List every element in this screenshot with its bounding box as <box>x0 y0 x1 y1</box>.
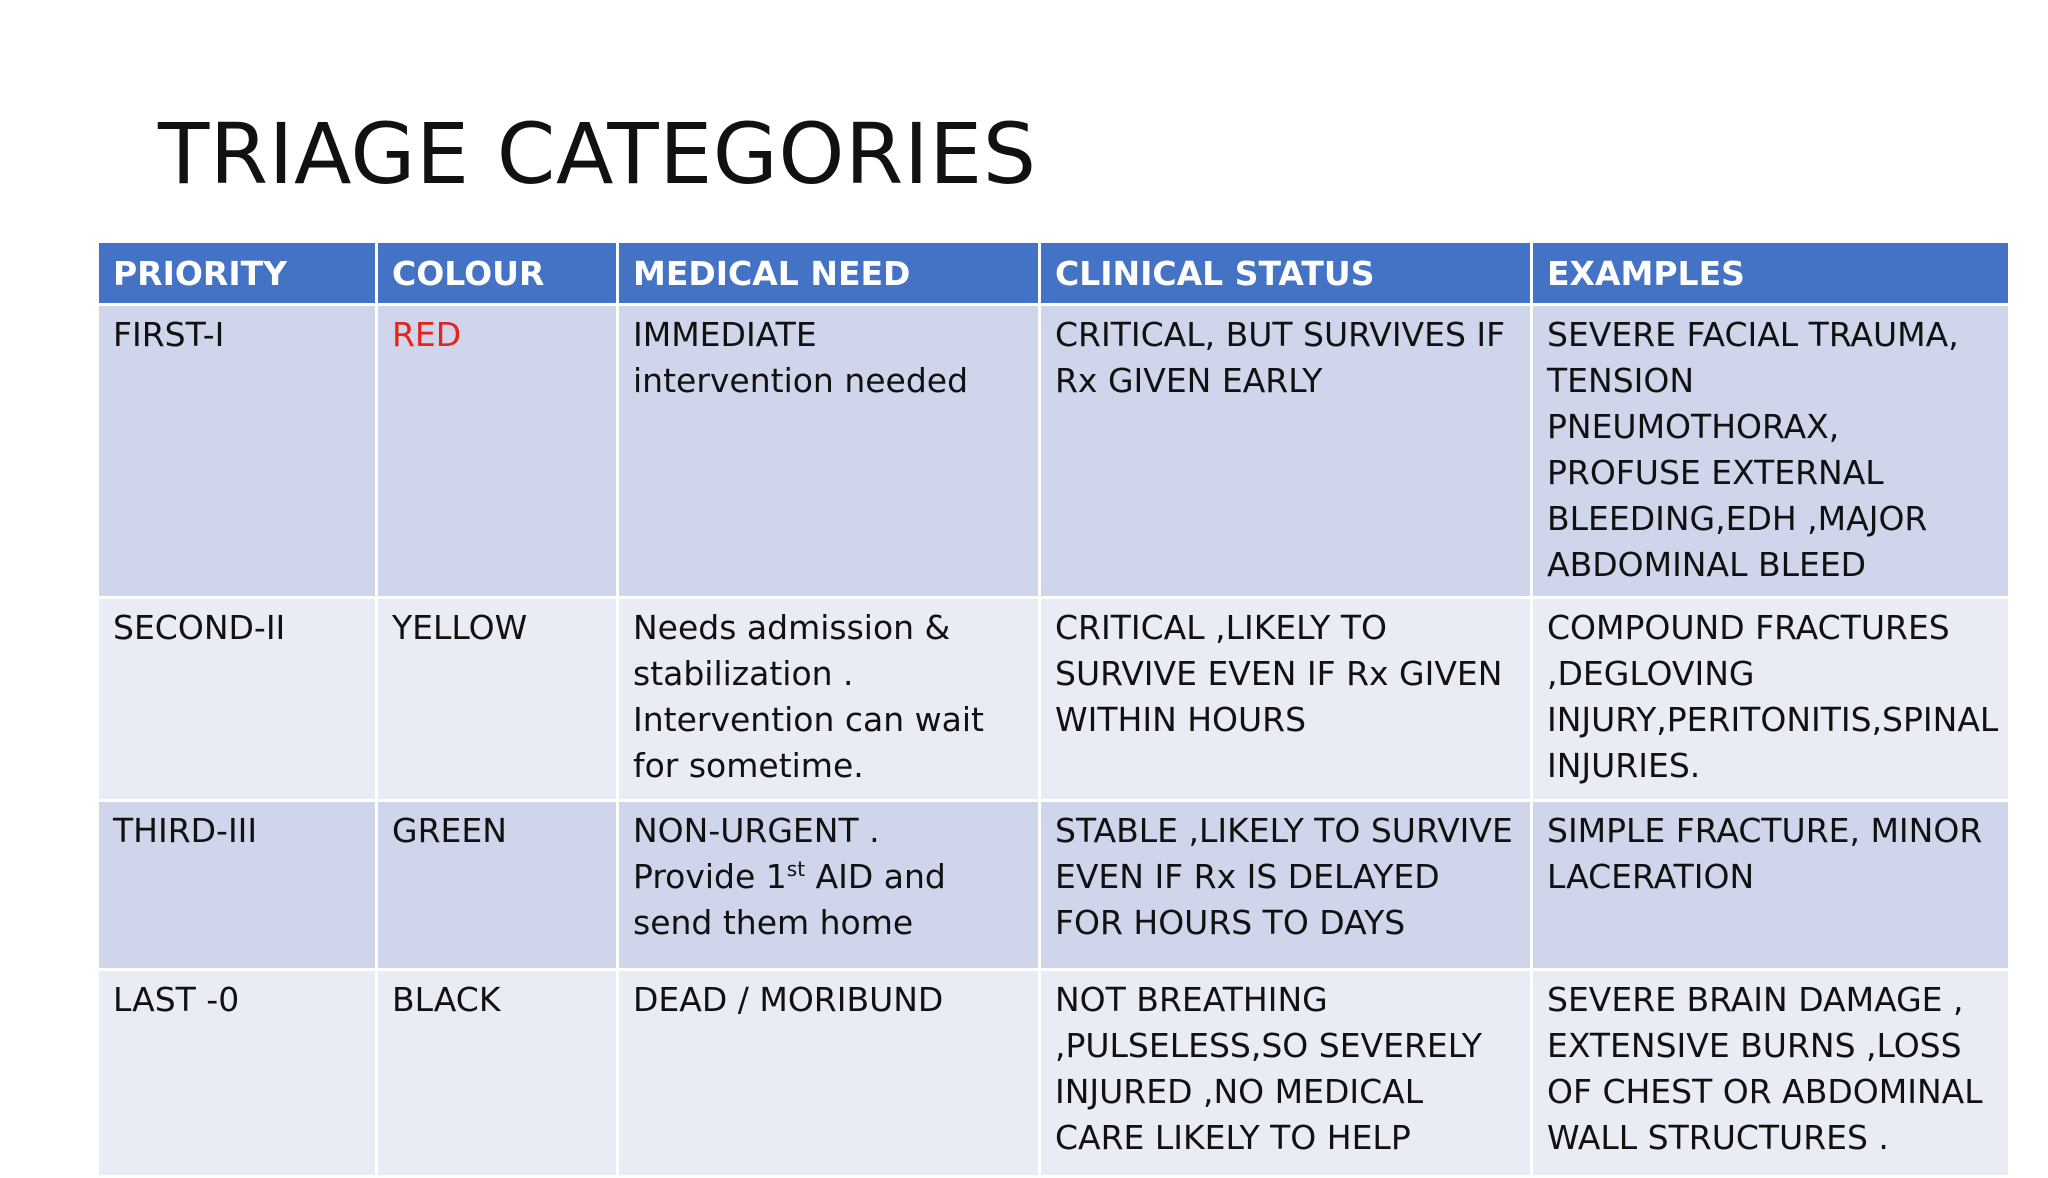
cell-colour: BLACK <box>377 970 618 1177</box>
table-row <box>98 305 2010 598</box>
cell-clinical-status: STABLE ,LIKELY TO SURVIVE EVEN IF Rx IS DELAYED FOR HOURS TO DAYS <box>1040 801 1532 970</box>
cell-clinical-status: CRITICAL ,LIKELY TO SURVIVE EVEN IF Rx GIVEN WITHIN HOURS <box>1040 598 1532 801</box>
header-medical-need: MEDICAL NEED <box>618 242 1040 305</box>
header-examples: EXAMPLES <box>1532 242 2010 305</box>
cell-examples: SEVERE BRAIN DAMAGE , EXTENSIVE BURNS ,LOSS OF CHEST OR ABDOMINAL WALL STRUCTURES . <box>1532 970 2010 1177</box>
cell-priority: THIRD-III <box>98 801 377 970</box>
cell-priority: FIRST-I <box>98 305 377 598</box>
ordinal-superscript: st <box>786 857 806 881</box>
cell-colour: GREEN <box>377 801 618 970</box>
cell-medical-need <box>618 801 1040 970</box>
medical-need-line-2-pre: Provide 1 <box>633 857 787 896</box>
cell-clinical-status: NOT BREATHING ,PULSELESS,SO SEVERELY INJURED ,NO MEDICAL CARE LIKELY TO HELP <box>1040 970 1532 1177</box>
cell-examples: COMPOUND FRACTURES ,DEGLOVING INJURY,PERITONITIS,SPINAL INJURIES. <box>1532 598 2010 801</box>
cell-priority: LAST -0 <box>98 970 377 1177</box>
medical-need-line-2-post: AID and send them home <box>633 857 946 942</box>
cell-medical-need: IMMEDIATE intervention needed <box>618 305 1040 598</box>
header-colour: COLOUR <box>377 242 618 305</box>
table-row <box>98 801 2010 970</box>
slide-title: TRIAGE CATEGORIES <box>158 105 1037 203</box>
cell-priority: SECOND-II <box>98 598 377 801</box>
table-row <box>98 598 2010 801</box>
cell-examples: SEVERE FACIAL TRAUMA, TENSION PNEUMOTHORAX, PROFUSE EXTERNAL BLEEDING,EDH ,MAJOR ABDOMINAL BLEED <box>1532 305 2010 598</box>
table-header-row <box>98 242 2010 305</box>
header-clinical-status: CLINICAL STATUS <box>1040 242 1532 305</box>
cell-colour: YELLOW <box>377 598 618 801</box>
header-priority: PRIORITY <box>98 242 377 305</box>
cell-examples: SIMPLE FRACTURE, MINOR LACERATION <box>1532 801 2010 970</box>
cell-colour: RED <box>377 305 618 598</box>
cell-clinical-status: CRITICAL, BUT SURVIVES IF Rx GIVEN EARLY <box>1040 305 1532 598</box>
cell-medical-need: Needs admission & stabilization . Intervention can wait for sometime. <box>618 598 1040 801</box>
triage-table <box>96 240 2011 1178</box>
cell-medical-need: DEAD / MORIBUND <box>618 970 1040 1177</box>
medical-need-line-1: NON-URGENT . <box>633 811 880 850</box>
table-row <box>98 970 2010 1177</box>
